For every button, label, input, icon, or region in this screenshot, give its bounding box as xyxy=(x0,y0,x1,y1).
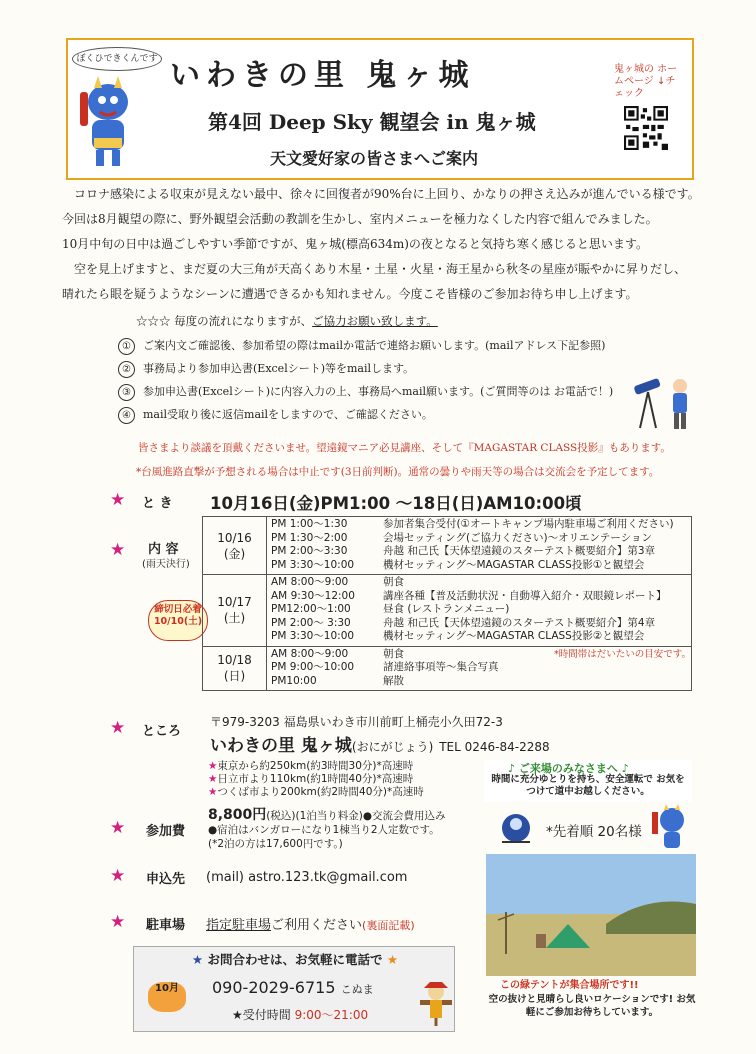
list-item xyxy=(208,773,424,786)
schedule-rows xyxy=(267,575,692,647)
step-number: ② xyxy=(118,361,135,378)
time-cell: AM 9:30～12:00 xyxy=(271,589,355,602)
desc-cell: 朝食 xyxy=(383,576,404,588)
time-cell: AM 8:00～9:00 xyxy=(271,647,349,660)
step-item xyxy=(118,404,613,427)
site-photo xyxy=(486,854,696,976)
homepage-note: 鬼ヶ城の ホームページ ↓チェック xyxy=(614,64,678,99)
photo-caption: この緑テントが集合場所です!! xyxy=(500,980,639,991)
desc-cell: 舟越 和己氏【天体望遠鏡のスターテスト概要紹介】第4章 xyxy=(383,616,656,629)
content-label: 内 容 xyxy=(148,542,179,557)
step-item xyxy=(118,335,613,358)
schedule-date xyxy=(203,575,267,647)
parking-link[interactable]: 指定駐車場 xyxy=(206,918,272,933)
contact-name: こぬま xyxy=(340,983,374,996)
list-item xyxy=(208,786,424,799)
deadline-badge: 締切日必着 10/10(土) xyxy=(148,600,208,641)
table-row xyxy=(271,545,691,559)
time-cell: PM 2:00～ 3:30 xyxy=(271,616,351,629)
desc-cell: 解散 xyxy=(383,674,404,687)
schedule-rows xyxy=(267,646,692,690)
table-row xyxy=(271,675,691,689)
page-title: いわきの里 鬼ヶ城 xyxy=(170,58,475,93)
venue-name: いわきの里 鬼ヶ城 xyxy=(210,736,352,756)
oni-mascot-icon xyxy=(76,72,142,172)
flow-lead: ☆☆☆ 毎度の流れになりますが、 xyxy=(136,314,313,328)
desc-cell: 講座各種【普及活動状況・自動導入紹介・双眼鏡レポート】 xyxy=(383,589,667,602)
fee-amount: 8,800円 xyxy=(208,807,267,823)
parking-suffix: ご利用ください xyxy=(271,918,363,933)
desc-cell: 舟越 和己氏【天体望遠鏡のスターテスト概要紹介】第3章 xyxy=(383,545,656,557)
schedule-day xyxy=(203,575,691,647)
date-text: 10/18 xyxy=(217,653,252,668)
schedule-day xyxy=(203,517,691,575)
time-cell: AM 8:00～9:00 xyxy=(271,576,349,588)
table-row xyxy=(271,630,691,644)
table-row xyxy=(271,603,691,617)
list-item xyxy=(208,760,424,773)
when-label: と き xyxy=(142,496,173,511)
desc-cell: 昼食 (レストランメニュー) xyxy=(383,603,510,615)
fee-line2: ●宿泊はバンガローになり1棟当り2人定数です。 xyxy=(208,824,440,836)
venue-kana: (おにがじょう) xyxy=(351,740,434,754)
time-cell: PM 1:00～1:30 xyxy=(271,518,348,530)
pumpkin-label: 10月 xyxy=(155,983,179,994)
intro-line: コロナ感染による収束が見えない最中、徐々に回復者が90%台に上回り、かなりの押さえ込みが進んでいる様です。 xyxy=(74,187,700,201)
table-row xyxy=(271,576,691,590)
step-item xyxy=(118,381,613,404)
schedule-date xyxy=(203,517,267,575)
phone-number[interactable]: 090-2029-6715 xyxy=(212,978,336,997)
intro-line: 10月中旬の日中は過ごしやすい季節ですが、鬼ヶ城(標高634m)の夜となると気持ち寒く感じると思います。 xyxy=(62,237,648,251)
welcome-body: 時間に充分ゆとりを持ち、安全運転で お気をつけて道中お越しください。 xyxy=(491,774,685,797)
step-text: 参加申込書(Excelシート)に内容入力の上、事務局へmail願います。(ご質問等のは お電話で！) xyxy=(143,385,614,398)
star-icon: ★ xyxy=(110,866,126,886)
time-cell: PM 9:00～10:00 xyxy=(271,661,355,673)
intro-text xyxy=(62,182,702,307)
schedule-day xyxy=(203,646,691,690)
star-icon: ★ xyxy=(208,773,218,785)
when-value: 10月16日(金)PM1:00 ～18日(日)AM10:00頃 xyxy=(210,494,582,513)
note-typhoon: *台風進路直撃が予想される場合は中止です(3日前判断)。通常の曇りや雨天等の場合は交流会を予定してます。 xyxy=(136,466,660,478)
step-item xyxy=(118,358,613,381)
desc-cell: 機材セッティング～MAGASTAR CLASS投影②と観望会 xyxy=(383,630,645,642)
time-cell: PM 3:30～10:00 xyxy=(271,630,355,642)
star-icon: ★ xyxy=(208,786,218,798)
place-name xyxy=(210,731,550,756)
apply-label: 申込先 xyxy=(146,872,186,887)
time-cell: PM 2:00～3:30 xyxy=(271,545,348,557)
time-note: *時間帯はだいたいの目安です。 xyxy=(554,648,691,660)
desc-cell: 機材セッティング～MAGASTAR CLASS投影①と観望会 xyxy=(383,558,645,571)
date-text: 10/17 xyxy=(217,595,252,610)
schedule-rows xyxy=(267,517,692,575)
contact-heading xyxy=(150,950,440,968)
date-text: 10/16 xyxy=(217,530,252,545)
table-row xyxy=(271,648,691,662)
note-lectures: 皆さまより談議を頂戴くださいませ。望遠鏡マニア必見講座、そして『MAGASTAR CLASS投影』もあります。 xyxy=(138,442,671,454)
hours-label: ★受付時間 xyxy=(232,1008,291,1022)
welcome-heading-text: ご来場のみなさまへ xyxy=(518,762,618,775)
fee-line1: (税込)(1泊当り料金)●交流会費用込み xyxy=(266,810,446,822)
desc-cell: 朝食 xyxy=(383,647,404,660)
photo-text: 空の抜けと見晴らし良いロケーションです! お気軽にご参加お待ちしています。 xyxy=(488,994,696,1018)
fee-line3: (*2泊の方は17,600円です。) xyxy=(208,838,343,850)
venue-tel: TEL 0246-84-2288 xyxy=(439,740,550,754)
schedule-date xyxy=(203,646,267,690)
step-text: mail受取り後に返信mailをしますので、ご確認ください。 xyxy=(143,408,433,421)
fee-label: 参加費 xyxy=(146,824,186,839)
star-icon: ★ xyxy=(110,540,126,560)
hours-value: 9:00～21:00 xyxy=(294,1008,369,1022)
scarecrow-icon xyxy=(418,982,454,1026)
flow-lead-underlined: ご協力お願い致します。 xyxy=(312,314,438,328)
time-cell: PM 3:30～10:00 xyxy=(271,558,355,571)
star-icon: ★ xyxy=(208,760,218,772)
contact-phone[interactable] xyxy=(212,978,374,997)
table-row xyxy=(271,590,691,604)
contact-heading-text: お問合わせは、お気軽に電話で xyxy=(207,952,383,967)
contact-hours xyxy=(232,1006,368,1023)
pumpkin-icon xyxy=(148,982,186,1012)
parking-label: 駐車場 xyxy=(146,918,186,933)
time-cell: PM10:00 xyxy=(271,674,317,687)
intro-line: 空を見上げますと、まだ夏の大三角が天高くあり木星・土星・火星・海王星から秋冬の星座が賑やかに昇りだし、 xyxy=(74,262,687,276)
place-address: 〒979-3203 福島県いわき市川前町上桶売小久田72-3 xyxy=(210,715,503,729)
time-cell: PM12:00～1:00 xyxy=(271,603,351,615)
desc-cell: 参加者集合受付(①オートキャンプ場内駐車場ご利用ください) xyxy=(383,518,674,530)
time-cell: PM 1:30～2:00 xyxy=(271,531,348,544)
steps-list xyxy=(118,335,613,427)
oni-wave-icon xyxy=(650,804,694,850)
dow-text: (土) xyxy=(223,611,246,626)
parking-note: (裏面記載) xyxy=(362,919,415,932)
table-row xyxy=(271,559,691,573)
intro-line: 晴れたら眼を疑うようなシーンに遭遇できるかも知れません。今度こそ皆様のご参加お待ち申し上げます。 xyxy=(62,287,638,301)
star-icon: ★ xyxy=(110,718,126,738)
event-title: 第4回 Deep Sky 観望会 in 鬼ヶ城 xyxy=(208,110,536,134)
schedule-table xyxy=(202,516,692,691)
telescope-kid-icon xyxy=(630,372,694,434)
star-icon: ★ xyxy=(191,952,208,967)
table-row xyxy=(271,532,691,546)
table-row xyxy=(271,661,691,675)
access-text: 東京から約250km(約3時間30分)*高速時 xyxy=(217,760,414,772)
access-text: つくば市より200km(約2時間40分)*高速時 xyxy=(217,786,424,798)
fee-details xyxy=(208,808,446,851)
dow-text: (金) xyxy=(223,546,246,561)
content-sublabel: (雨天決行) xyxy=(142,559,190,570)
dow-text: (日) xyxy=(223,669,246,684)
apply-email[interactable]: (mail) astro.123.tk@gmail.com xyxy=(206,870,408,885)
speech-bubble: ぼくひできくんです xyxy=(72,47,162,71)
star-icon: ★ xyxy=(110,490,126,510)
step-text: ご案内文ご確認後、参加希望の際はmailか電話で連絡お願いします。(mailアドレス下記参照) xyxy=(143,339,606,352)
access-text: 日立市より110km(約1時間40分)*高速時 xyxy=(217,773,414,785)
step-number: ④ xyxy=(118,407,135,424)
welcome-heading: ♪ ご来場のみなさまへ ♪ xyxy=(508,762,629,775)
desc-cell: 会場セッティング(ご協力ください)～オリエンテーション xyxy=(383,531,653,544)
car-mascot-icon xyxy=(494,806,538,850)
star-icon: ★ xyxy=(110,818,126,838)
parking-value xyxy=(206,914,415,933)
access-list xyxy=(208,760,424,799)
intro-line: 今回は8月観望の際に、野外観望会活動の教訓を生かし、室内メニューを極力なくした内容で組んでみました。 xyxy=(62,212,658,226)
step-number: ① xyxy=(118,338,135,355)
flow-heading xyxy=(136,313,438,329)
table-row xyxy=(271,518,691,532)
star-icon: ★ xyxy=(110,912,126,932)
step-number: ③ xyxy=(118,384,135,401)
star-icon: ★ xyxy=(382,952,399,967)
capacity-text: *先着順 20名様 xyxy=(546,824,642,840)
place-label: ところ xyxy=(142,724,182,739)
event-subtitle: 天文愛好家の皆さまへご案内 xyxy=(270,149,479,168)
desc-cell: 諸連絡事項等～集合写真 xyxy=(383,661,499,673)
table-row xyxy=(271,617,691,631)
step-text: 事務局より参加申込書(Excelシート)等をmailします。 xyxy=(143,362,415,375)
fee-line xyxy=(208,808,446,823)
qr-code-icon[interactable] xyxy=(624,106,668,150)
